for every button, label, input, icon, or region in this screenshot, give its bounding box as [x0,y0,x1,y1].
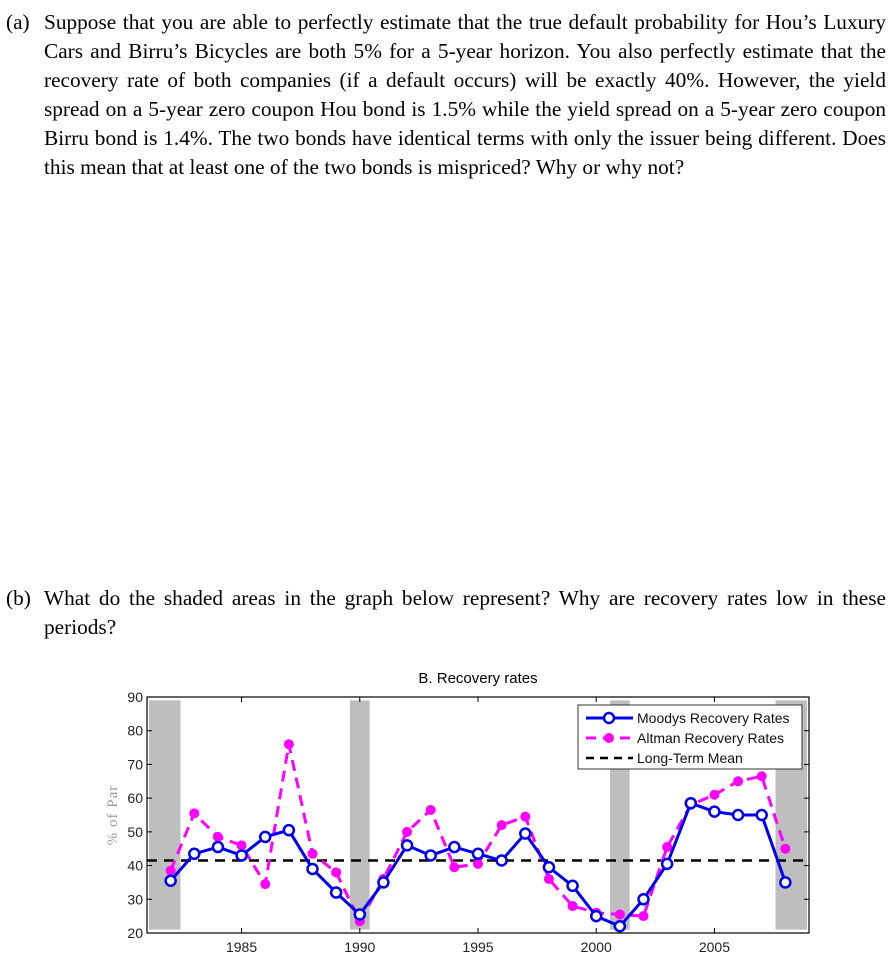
x-tick-label: 2005 [698,939,731,955]
moodys-data-point [260,832,270,842]
x-tick-label: 1990 [344,939,376,955]
altman-data-point [662,842,672,852]
altman-data-point [213,832,223,842]
question-text: Suppose that you are able to perfectly estimate that the true default probability for Hou’s Luxury Cars and Birru’s Bicycles are both 5% for a 5-year horizon. You also perfectly estimate that the recovery rate of both companies (if a default occurs) will be exactly 40%. However, the yield spread on a 5-year zero coupon Hou bond is 1.5% while the yield spread on a 5-year zero coupon Birru bond is 1.4%. The two bonds have identical terms with only the issuer being different. Does this mean that at least one of the two bonds is mispriced? Why or why not? [44,10,886,179]
altman-data-point [402,827,412,837]
legend-label: Long-Term Mean [637,750,743,766]
moodys-data-point [591,911,601,921]
chart-title: B. Recovery rates [418,670,538,687]
altman-data-point [639,911,649,921]
x-tick-label: 2000 [580,939,612,955]
legend-marker [604,733,614,743]
altman-data-point [237,840,247,850]
y-tick-label: 50 [127,823,143,840]
moodys-data-point [308,864,318,874]
moodys-data-point [615,921,625,931]
y-tick-label: 20 [127,925,143,941]
altman-data-point [260,879,270,889]
moodys-data-point [473,849,483,859]
altman-data-point [757,771,767,781]
altman-data-point [709,790,719,800]
moodys-data-point [520,829,530,839]
moodys-data-point [733,810,743,820]
altman-data-point [780,844,790,854]
y-tick-label: 30 [127,891,143,908]
altman-data-point [733,776,743,786]
altman-data-point [497,820,507,830]
y-tick-label: 60 [127,790,143,807]
altman-data-point [544,874,554,884]
moodys-data-point [355,909,365,919]
moodys-data-point [378,877,388,887]
y-tick-label: 70 [127,756,143,773]
altman-data-point [473,859,483,869]
moodys-data-point [449,842,459,852]
x-tick-label: 1995 [462,939,494,955]
moodys-data-point [568,881,578,891]
question-text: What do the shaded areas in the graph below represent? Why are recovery rates low in these periods? [44,586,886,639]
y-tick-label: 90 [127,689,143,705]
moodys-data-point [662,859,672,869]
x-tick-label: 1985 [225,939,258,955]
moodys-data-point [497,856,507,866]
moodys-data-point [166,876,176,886]
legend-marker [604,713,614,723]
legend-label: Altman Recovery Rates [637,730,785,746]
y-tick-label: 40 [127,857,143,874]
moodys-data-point [237,850,247,860]
altman-data-point [331,867,341,877]
moodys-data-point [639,894,649,904]
altman-data-point [284,739,294,749]
shaded-period [350,700,370,929]
altman-data-point [189,808,199,818]
question-label: (a) [6,10,30,34]
moodys-data-point [331,888,341,898]
moodys-data-point [544,862,554,872]
question-label: (b) [6,586,31,610]
moodys-data-point [709,807,719,817]
legend-label: Moodys Recovery Rates [637,710,790,726]
y-axis-label: % of Par [105,784,121,846]
moodys-data-point [426,850,436,860]
y-tick-label: 80 [127,722,143,739]
shaded-period [149,700,180,929]
moodys-data-point [189,849,199,859]
moodys-data-point [284,825,294,835]
altman-data-point [308,849,318,859]
altman-data-point [449,862,459,872]
moodys-data-point [780,877,790,887]
altman-data-point [568,901,578,911]
moodys-data-point [757,810,767,820]
altman-data-point [520,812,530,822]
altman-data-point [426,805,436,815]
altman-data-point [166,866,176,876]
moodys-data-point [402,840,412,850]
moodys-data-point [686,798,696,808]
altman-data-point [615,909,625,919]
moodys-data-point [213,842,223,852]
